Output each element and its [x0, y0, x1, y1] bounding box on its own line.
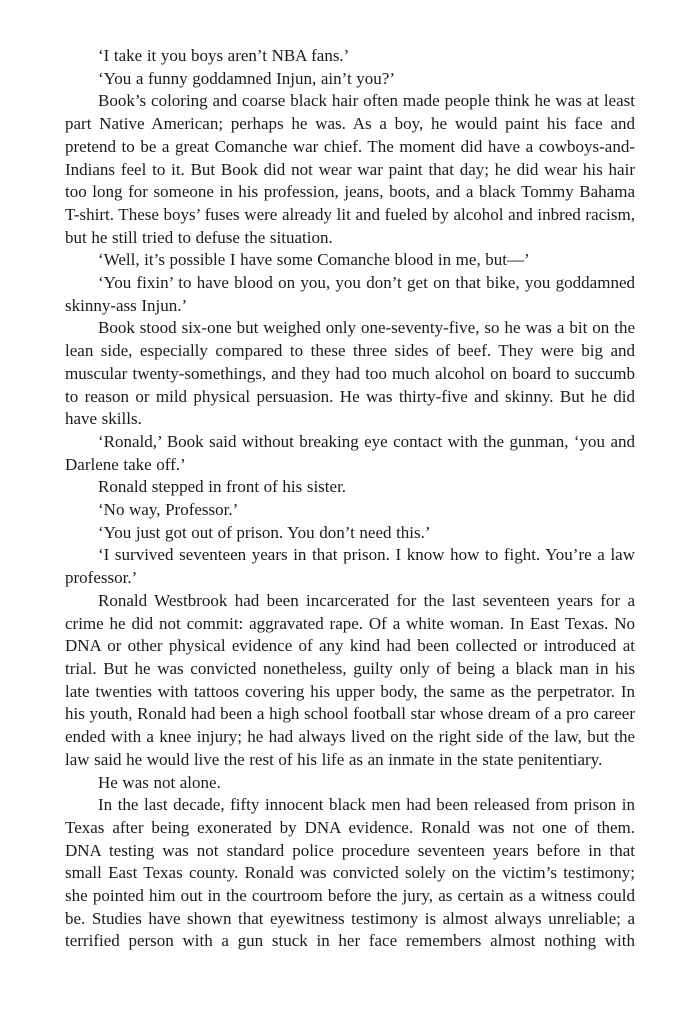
paragraph: ‘I take it you boys aren’t NBA fans.’	[98, 46, 350, 65]
paragraph: ‘Well, it’s possible I have some Comanche blood in me, but—’	[98, 250, 530, 270]
paragraph: Ronald Westbrook had been incarcerated for the last seventeen years for a crime he did not commit: aggravated rape. Of a white woman. In East Texas. No DNA or other physical evidence of any kind had been collected or introduced at trial. But he was convicted nonetheless, guilty only of being a black man in his late twenties with tattoos covering his upper body, the same as the perpetrator. In his youth, Ronald had been a high school football star whose dream of a pro career ended with a knee injury; he had always lived on the right side of the law, but the law said he would live the rest of his life as an inmate in the state penitentiary.	[65, 590, 635, 769]
paragraph: ‘You just got out of prison. You don’t need this.’	[98, 522, 431, 542]
paragraph: ‘You a funny goddamned Injun, ain’t you?’	[98, 68, 395, 88]
paragraph: He was not alone.	[98, 772, 221, 792]
book-page	[65, 45, 635, 953]
paragraph: Ronald stepped in front of his sister.	[98, 477, 347, 497]
paragraph: ‘I survived seventeen years in that prison. I know how to fight. You’re a law professor.’	[65, 545, 635, 588]
paragraph: ‘You fixin’ to have blood on you, you don’t get on that bike, you goddamned skinny-ass Injun.’	[65, 273, 635, 315]
paragraph: ‘No way, Professor.’	[98, 500, 239, 520]
paragraph: Book stood six-one but weighed only one-seventy-five, so he was a bit on the lean side, especially compared to these three sides of beef. They were big and muscular twenty-somethings, and they had too much alcohol on board to succumb to reason or mild physical persuasion. He was thirty-five and skinny. But he did have skills.	[65, 318, 635, 429]
paragraph: Book’s coloring and coarse black hair often made people think he was at least part Native American; perhaps he was. As a boy, he would paint his face and pretend to be a great Comanche war chief. The moment did have a cowboys-and-Indians feel to it. But Book did not wear war paint that day; he did wear his hair too long for someone in his profession, jeans, boots, and a black Tommy Bahama T-shirt. These boys’ fuses were already lit and fueled by alcohol and inbred racism, but he still tried to defuse the situation.	[65, 91, 635, 247]
paragraph: ‘Ronald,’ Book said without breaking eye contact with the gunman, ‘you and Darlene take off.’	[65, 431, 635, 474]
paragraph: In the last decade, fifty innocent black men had been released from prison in Texas after being exonerated by DNA evidence. Ronald was not one of them. DNA testing was not standard police procedure seventeen years before in that small East Texas county. Ronald was convicted solely on the victim’s testimony; she pointed him out in the courtroom before the jury, as certain as a witness could be. Studies have shown that eyewitness testimony is almost always unreliable; a terrified person with a gun stuck in her face remembers almost nothing with	[65, 795, 635, 951]
